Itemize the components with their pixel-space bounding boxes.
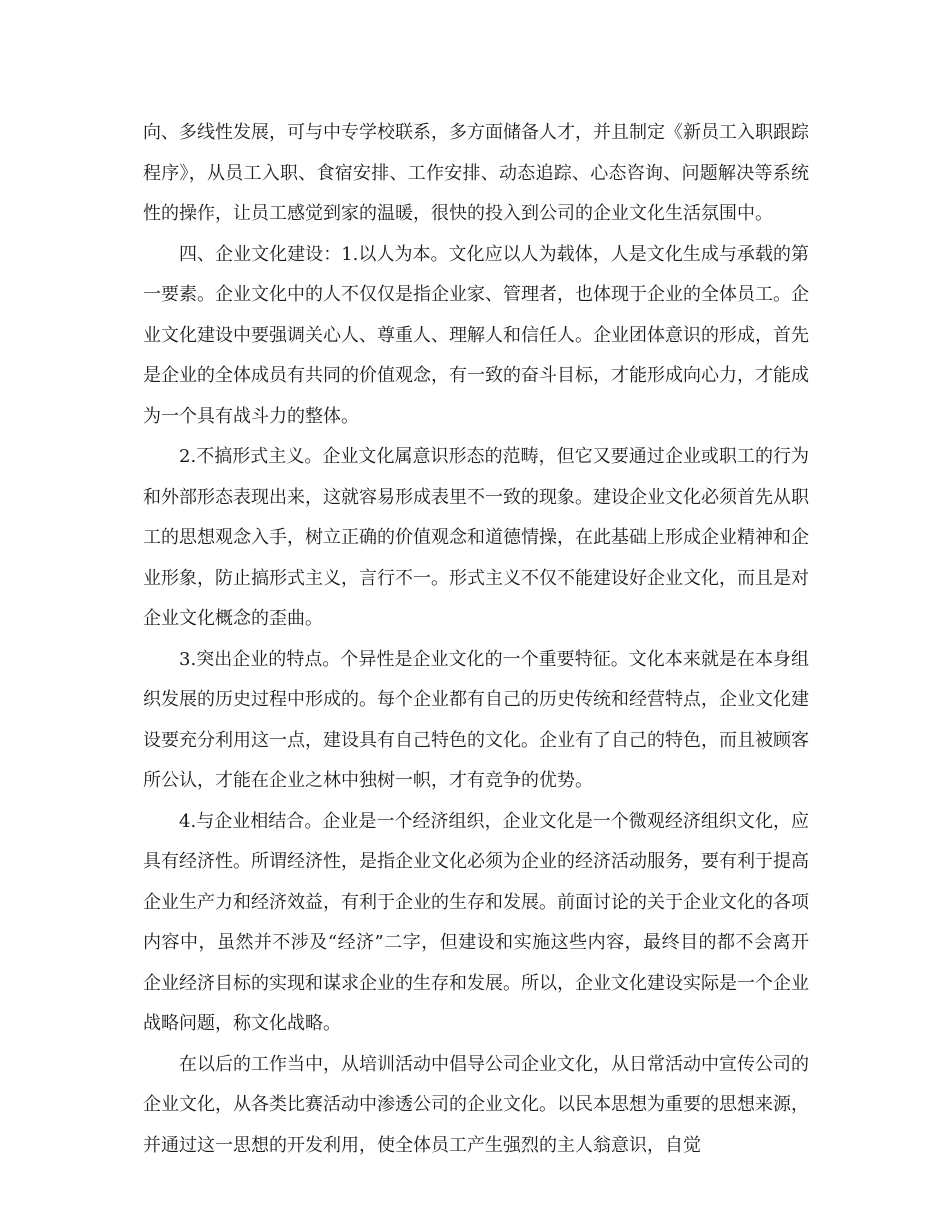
paragraph-culture-building-people-oriented: 四、企业文化建设：1.以人为本。文化应以人为载体，人是文化生成与承载的第一要素。企业文化中的人不仅仅是指企业家、管理者，也体现于企业的全体员工。企业文化建设中要强调关心人、尊重人、理解人和信任人。企业团体意识的形成，首先是企业的全体成员有共同的价值观念，有一致的奋斗目标，才能形成向心力，才能成为一个具有战斗力的整体。 [143, 243, 809, 427]
document-body [143, 113, 809, 1166]
paragraph-combine-with-enterprise: 4.与企业相结合。企业是一个经济组织，企业文化是一个微观经济组织文化，应具有经济性。所谓经济性，是指企业文化必须为企业的经济活动服务，要有利于提高企业生产力和经济效益，有利于企业的生存和发展。前面讨论的关于企业文化的各项内容中，虽然并不涉及“经济”二字，但建设和实施这些内容，最终目的都不会离开企业经济目标的实现和谋求企业的生存和发展。所以，企业文化建设实际是一个企业战略问题，称文化战略。 [143, 810, 809, 1034]
paragraph-no-formalism: 2.不搞形式主义。企业文化属意识形态的范畴，但它又要通过企业或职工的行为和外部形态表现出来，这就容易形成表里不一致的现象。建设企业文化必须首先从职工的思想观念入手，树立正确的价值观念和道德情操，在此基础上形成企业精神和企业形象，防止搞形式主义，言行不一。形式主义不仅不能建设好企业文化，而且是对企业文化概念的歪曲。 [143, 446, 809, 629]
paragraph-future-work: 在以后的工作当中，从培训活动中倡导公司企业文化，从日常活动中宣传公司的企业文化，从各类比赛活动中渗透公司的企业文化。以民本思想为重要的思想来源，并通过这一思想的开发利用，使全体员工产生强烈的主人翁意识，自觉 [143, 1053, 809, 1156]
paragraph-continuation: 向、多线性发展，可与中专学校联系，多方面储备人才，并且制定《新员工入职跟踪程序》，从员工入职、食宿安排、工作安排、动态追踪、心态咨询、问题解决等系统性的操作，让员工感觉到家的温暖，很快的投入到公司的企业文化生活氛围中。 [143, 122, 809, 224]
paragraph-highlight-characteristics: 3.突出企业的特点。个异性是企业文化的一个重要特征。文化本来就是在本身组织发展的历史过程中形成的。每个企业都有自己的历史传统和经营特点，企业文化建设要充分利用这一点，建设具有自己特色的文化。企业有了自己的特色，而且被顾客所公认，才能在企业之林中独树一帜，才有竞争的优势。 [143, 648, 809, 791]
